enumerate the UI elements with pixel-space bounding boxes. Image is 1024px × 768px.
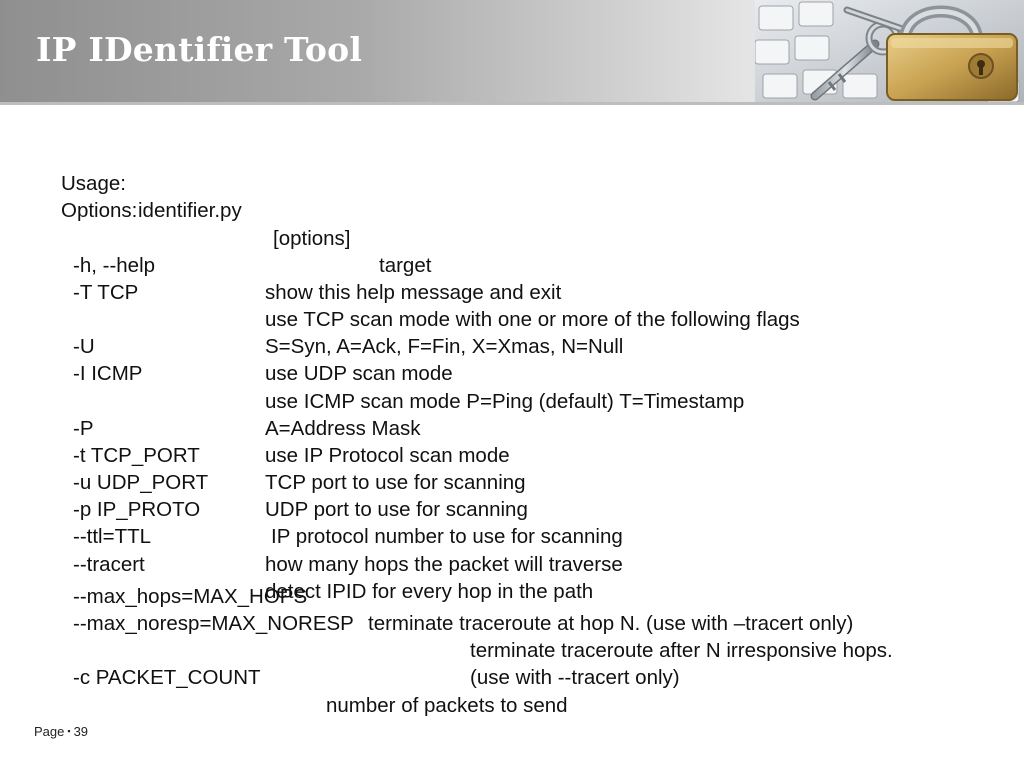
option-flag: --tracert <box>73 552 145 576</box>
option-flag: -c PACKET_COUNT <box>73 666 261 690</box>
slide-header <box>0 0 1024 104</box>
option-description: detect IPID for every hop in the path <box>265 579 594 603</box>
page-number: 39 <box>73 724 89 739</box>
option-description: use UDP scan mode <box>265 362 453 386</box>
option-description: TCP port to use for scanning <box>265 471 526 495</box>
option-description: UDP port to use for scanning <box>265 498 528 522</box>
option-description: terminate traceroute at hop N. (use with –tracert only) <box>368 612 854 636</box>
option-flag: --ttl=TTL <box>73 525 152 549</box>
option-description: use IP Protocol scan mode <box>265 443 510 467</box>
option-description: S=Syn, A=Ack, F=Fin, X=Xmas, N=Null <box>265 335 624 359</box>
option-flag: -h, --help <box>73 253 156 277</box>
usage-label: Usage: <box>61 172 126 196</box>
option-flag: -p IP_PROTO <box>73 498 201 522</box>
page-footer <box>34 724 88 739</box>
option-flag: --max_noresp=MAX_NORESP <box>73 612 354 636</box>
option-flag: -u UDP_PORT <box>73 471 209 495</box>
page-label: Page <box>34 724 65 739</box>
option-description: how many hops the packet will traverse <box>265 552 623 576</box>
usage-options: [options] <box>273 226 351 250</box>
option-description: IP protocol number to use for scanning <box>271 525 623 549</box>
options-heading: Options: <box>61 199 138 223</box>
option-flag: -t TCP_PORT <box>73 443 200 467</box>
option-flag: -U <box>73 335 95 359</box>
help-text-block <box>61 143 1001 717</box>
usage-command: identifier.py <box>138 199 242 223</box>
option-description: terminate traceroute after N irresponsive hops. <box>470 639 893 663</box>
option-description: use ICMP scan mode P=Ping (default) T=Timestamp <box>265 389 745 413</box>
option-description: (use with --tracert only) <box>470 666 680 690</box>
option-description: show this help message and exit <box>265 280 562 304</box>
separator-bullet: ▪ <box>67 726 71 736</box>
long-options-block <box>61 556 1001 717</box>
header-divider <box>0 102 1024 105</box>
option-flag: -T TCP <box>73 280 139 304</box>
option-flag: -P <box>73 416 94 440</box>
option-description: A=Address Mask <box>265 416 421 440</box>
option-description: use TCP scan mode with one or more of the following flags <box>265 307 800 331</box>
option-flag: --max_hops=MAX_HOPS <box>73 584 308 608</box>
usage-target: target <box>379 253 432 277</box>
blank-line <box>61 170 1001 197</box>
option-flag: -I ICMP <box>73 362 143 386</box>
padlock-keys-image <box>755 0 1024 104</box>
option-description: number of packets to send <box>326 693 568 717</box>
slide-title: IP IDentifier Tool <box>36 30 363 69</box>
